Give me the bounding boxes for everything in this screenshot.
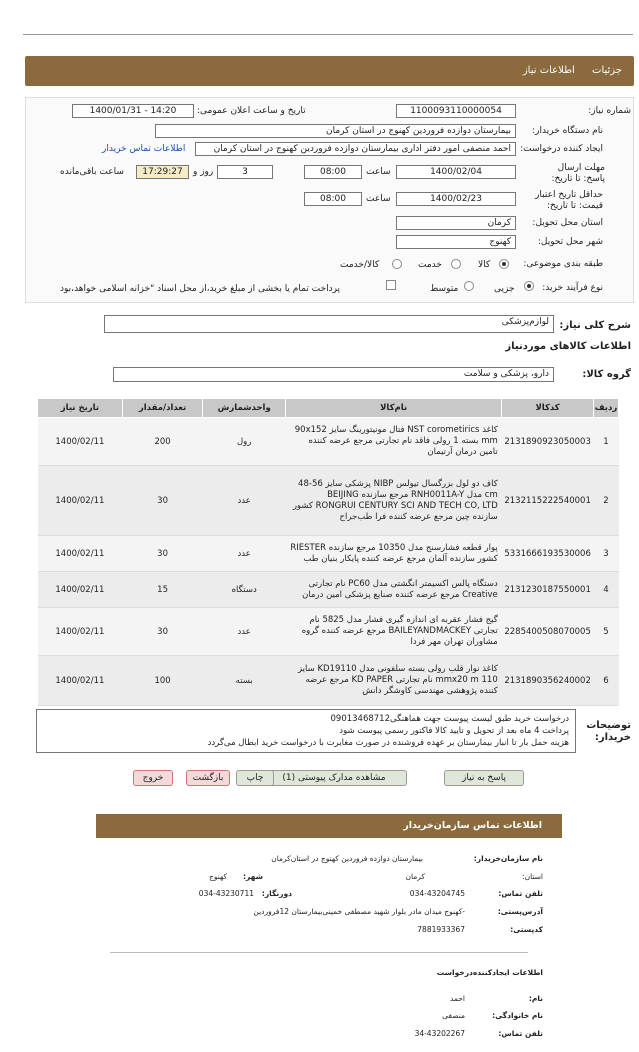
creator-info-title: اطلاعات ایجادکننده‌درخواست <box>436 968 543 977</box>
category-service-label: خدمت <box>418 260 442 270</box>
treasury-payment-checkbox[interactable] <box>386 280 396 290</box>
cell-name: گیج فشار عقربه ای اندازه گیری فشار مدل 5825 نام تجارتی BAILEYANDMACKEY مرجع عرضه کننده گروه مشاوران تهران مهر فردا <box>286 608 502 656</box>
cell-name: پوار قطعه فشارسنج مدل 10350 مرجع سازنده RIESTER کشور سازنده آلمان مرجع عرضه کننده پایکار بنیان طب <box>286 536 502 572</box>
description-line-1: درخواست خرید طبق لیست پیوست جهت هماهنگی09013468712 <box>330 714 569 724</box>
summary-label: شرح کلی نیاز: <box>559 320 631 331</box>
table-row <box>38 466 619 536</box>
table-row <box>38 608 619 656</box>
header-index: ردیف <box>593 399 618 418</box>
description-line-3: هزینه حمل بار تا انبار بیمارستان بر عهده فروشنده در صورت مغایرت با درخواست خرید ابطال می‌گردد <box>207 738 569 748</box>
cell-qty: 100 <box>122 656 203 706</box>
creator-field: احمد منصفی امور دفتر اداری بیمارستان دوازده فروردین کهنوج در استان کرمان <box>195 142 516 156</box>
cell-name: دستگاه پالس اکسیمتر انگشتی مدل PC60 نام تجارتی Creative مرجع عرضه کننده صنایع پزشکی امین درمان <box>286 572 502 608</box>
cell-qty: 15 <box>122 572 203 608</box>
goods-info-title: اطلاعات کالاهای موردنیاز <box>505 341 631 352</box>
cell-index: 6 <box>593 656 618 706</box>
cell-code: 2131890923050003 <box>502 418 594 466</box>
cell-unit: عدد <box>203 536 286 572</box>
cell-name: کاغذ NST corometirics فتال مونیتورینگ سایز 90x152 mm بسته 1 رولی فاقد نام تجارتی مرجع عرضه کننده تامین درمان آرتیمان <box>286 418 502 466</box>
creator-phone: 34-43202267 <box>414 1029 465 1038</box>
table-header-row <box>38 399 619 418</box>
cell-date: 1400/02/11 <box>38 536 123 572</box>
contact-section-header <box>96 814 562 838</box>
process-medium-radio[interactable] <box>464 281 474 291</box>
summary-field: لوازم‌پزشکی <box>104 315 554 333</box>
cell-date: 1400/02/11 <box>38 608 123 656</box>
creator-label: ایجاد کننده درخواست: <box>520 144 603 154</box>
creator-last-name: منصفی <box>442 1011 465 1020</box>
top-nav-bar <box>25 56 634 86</box>
contact-buyer-name-label: نام سازمان‌خریدار: <box>473 854 543 863</box>
buyer-description-box <box>36 709 576 753</box>
deadline-time-label: ساعت <box>366 167 391 177</box>
province-field: کرمان <box>396 216 516 230</box>
province-label: استان محل تحویل: <box>532 218 603 228</box>
category-service-radio[interactable] <box>451 259 461 269</box>
goods-group-field: دارو، پزشکی و سلامت <box>113 367 554 382</box>
header-code: کدکالا <box>502 399 594 418</box>
process-partial-label: جزیی <box>494 284 515 294</box>
cell-unit: بسته <box>203 656 286 706</box>
contact-postal: 7881933367 <box>417 925 465 934</box>
category-goods-service-label: کالا/خدمت <box>340 260 380 270</box>
table-row <box>38 418 619 466</box>
contact-phone: 034-43204745 <box>409 889 465 898</box>
process-partial-radio[interactable] <box>524 281 534 291</box>
back-button[interactable]: بازگشت <box>186 770 230 786</box>
contact-province-label: استان: <box>522 872 543 881</box>
buyer-org-field: بیمارستان دوازده فروردین کهنوج در استان کرمان <box>155 124 516 138</box>
category-goods-radio[interactable] <box>499 259 509 269</box>
creator-last-name-label: نام خانوادگی: <box>492 1011 543 1020</box>
exit-button[interactable]: خروج <box>133 770 173 786</box>
category-goods-label: کالا <box>478 260 491 270</box>
contact-postal-label: کدپستی: <box>510 925 543 934</box>
cell-date: 1400/02/11 <box>38 572 123 608</box>
treasury-payment-note: پرداخت تمام یا بخشی از مبلغ خرید،از محل اسناد "خزانه اسلامی خواهد،بود <box>60 284 341 294</box>
cell-name: کاغذ نوار قلب رولی بسته سلفونی مدل KD19110 سایز 110 mmx20 m نام تجارتی KD PAPER مرجع عرضه کننده پژوهشی مهندسی کاوشگر دانش <box>286 656 502 706</box>
contact-phone-label: تلفن تماس: <box>498 889 543 898</box>
nav-details[interactable]: جزئیات <box>592 65 622 76</box>
category-label: طبقه بندی موضوعی: <box>523 259 603 269</box>
creator-first-name-label: نام: <box>528 994 543 1003</box>
process-type-label: نوع فرآیند خرید: <box>542 283 603 293</box>
top-divider <box>23 34 633 35</box>
cell-unit: رول <box>203 418 286 466</box>
cell-index: 1 <box>593 418 618 466</box>
creator-phone-label: تلفن تماس: <box>498 1029 543 1038</box>
contact-buyer-name: بیمارستان دوازده فروردین کهنوج در استان‌کرمان <box>271 854 423 863</box>
contact-address: -کهنوج میدان مادر بلوار شهید مصطفی خمینی‌بیمارستان 12فروردین <box>253 907 465 916</box>
cell-qty: 200 <box>122 418 203 466</box>
cell-index: 2 <box>593 466 618 536</box>
cell-unit: دستگاه <box>203 572 286 608</box>
header-date: تاریخ نیاز <box>38 399 123 418</box>
deadline-label: مهلت ارسال پاسخ: تا تاریخ: <box>551 163 605 184</box>
deadline-date-field: 1400/02/04 <box>396 165 516 179</box>
nav-need-info[interactable]: اطلاعات نیاز <box>522 65 575 76</box>
buyer-description-label: توضیحات خریدار: <box>586 720 631 743</box>
contact-buyer-name-row <box>474 854 543 863</box>
cell-unit: عدد <box>203 466 286 536</box>
buyer-org-label: نام دستگاه خریدار: <box>532 126 603 136</box>
process-medium-label: متوسط <box>430 284 459 294</box>
contact-section-title: اطلاعات تماس سازمان‌خریدار <box>403 820 542 831</box>
category-goods-service-radio[interactable] <box>392 259 402 269</box>
contact-city: کهنوج <box>208 872 227 881</box>
contact-fax: 034-43230711 <box>198 889 254 898</box>
contact-province: کرمان <box>405 872 425 881</box>
cell-name: کاف دو لول بزرگسال تیولس NIBP پزشکی سایز 56-48 cm مدل RNH0011A-Y مرجع سازنده BEIJING RONGRUI CENTURY SCI AND TECH CO, LTD کشور سازنده چین مرجع عرضه کننده فرا طب‌جراح <box>286 466 502 536</box>
contact-divider <box>110 952 528 953</box>
need-number-field: 1100093110000054 <box>396 104 516 118</box>
cell-code: 5331666193530006 <box>502 536 594 572</box>
contact-fax-label: دورنگار: <box>261 889 292 898</box>
header-qty: تعداد/مقدار <box>122 399 203 418</box>
city-field: کهنوج <box>396 235 516 249</box>
announce-date-label: تاریخ و ساعت اعلان عمومی: <box>197 106 306 116</box>
contact-city-label: شهر: <box>243 872 263 881</box>
cell-index: 5 <box>593 608 618 656</box>
cell-qty: 30 <box>122 536 203 572</box>
remaining-time-label: ساعت باقی‌مانده <box>60 167 124 177</box>
cell-date: 1400/02/11 <box>38 656 123 706</box>
creator-first-name: احمد <box>450 994 465 1003</box>
days-field: 3 <box>217 165 273 179</box>
validity-date-field: 1400/02/23 <box>396 192 516 206</box>
reply-button[interactable]: پاسخ به نیاز <box>444 770 524 786</box>
validity-time-label: ساعت <box>366 194 391 204</box>
price-validity-label: حداقل تاریخ اعتبار قیمت: تا تاریخ: <box>535 190 603 211</box>
header-unit: واحدشمارش <box>203 399 286 418</box>
cell-code: 2132115222540001 <box>502 466 594 536</box>
table-row <box>38 536 619 572</box>
deadline-time-field: 08:00 <box>304 165 362 179</box>
cell-date: 1400/02/11 <box>38 418 123 466</box>
print-button[interactable]: چاپ <box>236 770 274 786</box>
header-name: نام‌کالا <box>286 399 502 418</box>
city-label: شهر محل تحویل: <box>537 237 603 247</box>
cell-code: 2131890356240002 <box>502 656 594 706</box>
attachments-button[interactable]: مشاهده مدارک پیوستی (1) <box>261 770 407 786</box>
announce-date-field: 1400/01/31 - 14:20 <box>72 104 194 118</box>
cell-date: 1400/02/11 <box>38 466 123 536</box>
cell-unit: عدد <box>203 608 286 656</box>
remaining-time-field: 17:29:27 <box>136 165 189 179</box>
table-row <box>38 656 619 706</box>
cell-index: 4 <box>593 572 618 608</box>
cell-qty: 30 <box>122 466 203 536</box>
buyer-contact-link[interactable]: اطلاعات تماس خریدار <box>102 144 186 154</box>
contact-address-label: آدرس‌پستی: <box>497 907 543 916</box>
cell-qty: 30 <box>122 608 203 656</box>
need-number-label: شماره نیاز: <box>588 106 631 116</box>
cell-index: 3 <box>593 536 618 572</box>
goods-table <box>37 398 619 706</box>
cell-code: 2131230187550001 <box>502 572 594 608</box>
goods-group-label: گروه کالا: <box>582 369 631 380</box>
table-row <box>38 572 619 608</box>
description-line-2: پرداخت 4 ماه بعد از تحویل و تایید کالا فاکتور رسمی پیوست شود <box>339 726 569 736</box>
days-label: روز و <box>193 167 214 177</box>
cell-code: 2285400508070005 <box>502 608 594 656</box>
validity-time-field: 08:00 <box>304 192 362 206</box>
